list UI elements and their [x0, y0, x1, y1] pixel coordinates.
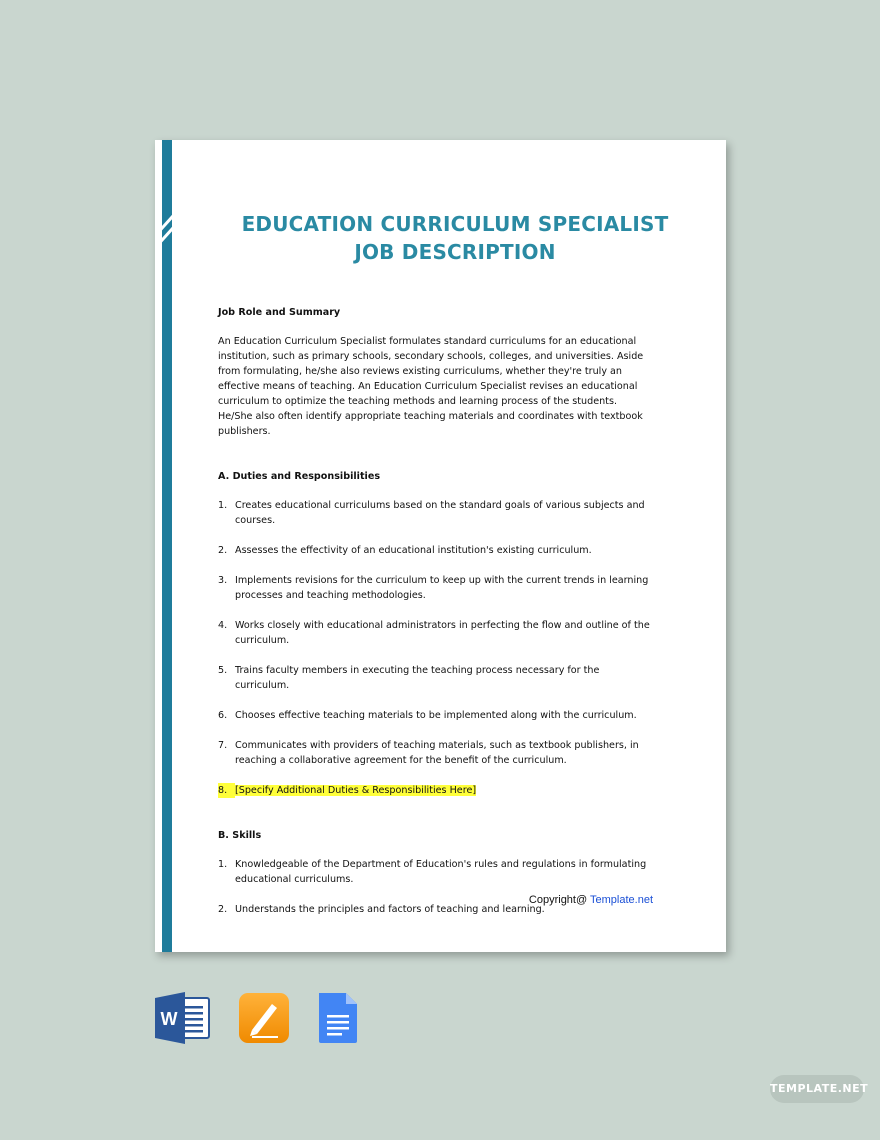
document-title	[215, 210, 695, 266]
copyright-prefix: Copyright@	[528, 894, 588, 906]
copyright	[529, 894, 653, 906]
list-item-number: 2.	[218, 904, 228, 915]
role-heading: Job Role and Summary	[218, 307, 341, 318]
list-item	[218, 498, 654, 528]
list-item-text: Assesses the effectivity of an educational institution's existing curriculum.	[235, 545, 592, 556]
list-item-text: Creates educational curriculums based on the standard goals of various subjects and courses.	[235, 500, 645, 526]
list-item-number: 7.	[218, 740, 228, 751]
list-item-number: 1.	[218, 500, 228, 511]
list-item	[218, 738, 654, 768]
copyright-link[interactable]: Template.net	[590, 894, 653, 906]
list-item-number: 2.	[218, 545, 228, 556]
title-line-1: EDUCATION CURRICULUM SPECIALIST	[241, 212, 669, 236]
list-item	[218, 543, 654, 558]
list-item-number: 8.	[218, 783, 235, 798]
list-item-text: Implements revisions for the curriculum to keep up with the current trends in learning processes and teaching methodologies.	[235, 575, 649, 601]
placeholder-highlight: [Specify Additional Duties & Responsibilities Here]	[235, 785, 477, 796]
list-item-text: Understands the principles and factors of teaching and learning.	[235, 904, 545, 915]
google-docs-icon[interactable]	[317, 992, 359, 1044]
list-item-number: 6.	[218, 710, 228, 721]
list-item-text: Chooses effective teaching materials to be implemented along with the curriculum.	[235, 710, 637, 721]
list-item-number: 5.	[218, 665, 228, 676]
list-item-number: 3.	[218, 575, 228, 586]
duties-list	[218, 498, 654, 798]
list-item	[218, 783, 654, 798]
list-item	[218, 573, 654, 603]
list-item-number: 4.	[218, 620, 228, 631]
list-item	[218, 857, 654, 887]
document-body	[218, 305, 654, 932]
skills-heading: B. Skills	[218, 830, 262, 841]
word-icon[interactable]	[155, 992, 211, 1044]
role-summary: An Education Curriculum Specialist formulates standard curriculums for an educational institution, such as primary schools, secondary schools, colleges, and universities. Aside from formulating, he/she also reviews existing curriculums, whether they're truly an effective means of teaching. An Education Curriculum Specialist revises an educational curriculum to optimize the teaching methods and learning process of the students. He/She also often identify appropriate teaching materials and coordinates with textbook publishers.	[218, 336, 644, 437]
list-item-number: 1.	[218, 859, 228, 870]
list-item	[218, 618, 654, 648]
list-item-text	[235, 783, 476, 798]
pages-icon[interactable]	[238, 992, 290, 1044]
document-page	[155, 140, 726, 952]
list-item-text: Trains faculty members in executing the teaching process necessary for the curriculum.	[235, 665, 600, 691]
list-item	[218, 663, 654, 693]
list-item	[218, 708, 654, 723]
list-item-text: Works closely with educational administrators in perfecting the flow and outline of the curriculum.	[235, 620, 650, 646]
word-icon-letter: W	[160, 1009, 178, 1029]
title-line-2: JOB DESCRIPTION	[354, 240, 556, 264]
skills-list	[218, 857, 654, 917]
template-net-badge[interactable]: TEMPLATE.NET	[770, 1075, 864, 1103]
list-item-text: Communicates with providers of teaching materials, such as textbook publishers, in reaching a collaborative agreement for the benefit of the curriculum.	[235, 740, 639, 766]
accent-bar	[162, 140, 172, 952]
duties-heading: A. Duties and Responsibilities	[218, 471, 381, 482]
list-item-text: Knowledgeable of the Department of Education's rules and regulations in formulating educational curriculums.	[235, 859, 647, 885]
